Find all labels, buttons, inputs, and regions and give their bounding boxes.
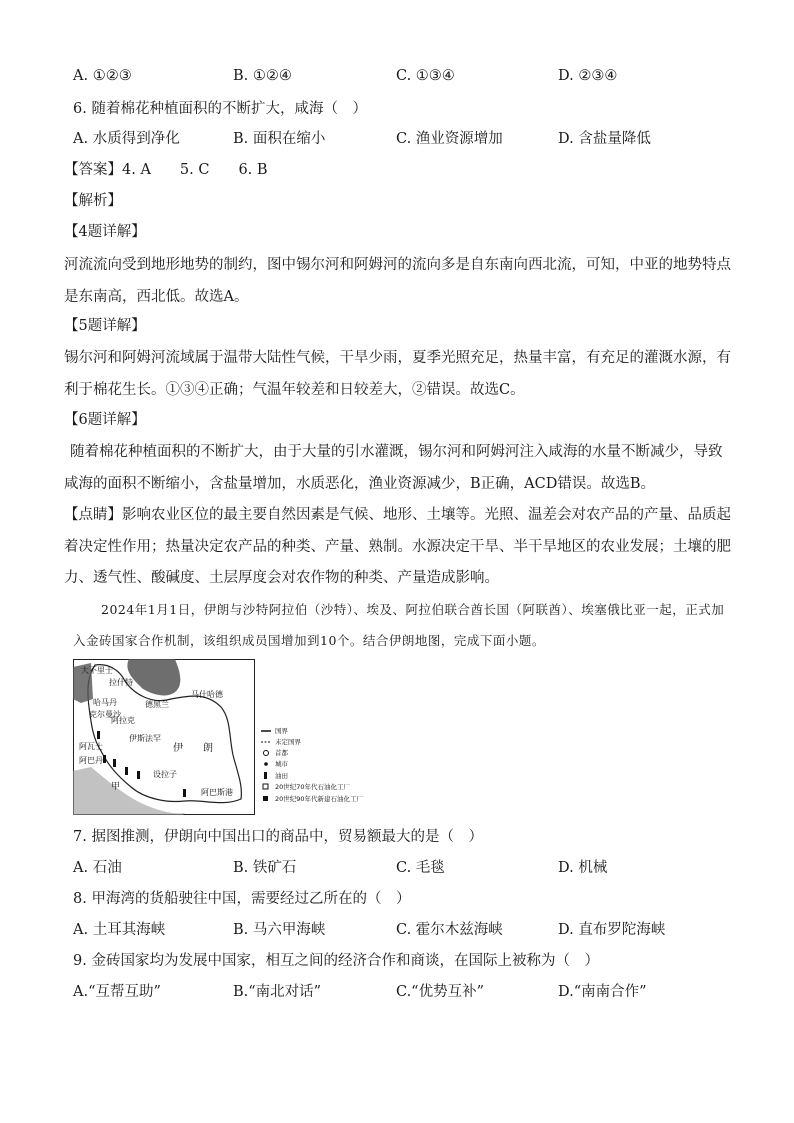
q4-detail-text: 河流流向受到地形地势的制约，图中锡尔河和阿姆河的流向多是自东南向西北流，可知，中亚的地势特点是东南高，西北低。故选A。 bbox=[64, 257, 731, 305]
q5-detail-tag: 【5题详解】 bbox=[64, 318, 146, 334]
legend-90s-plant: 20世纪90年代新建石油化工厂 bbox=[275, 795, 364, 803]
q9-stem: 9. 金砖国家均为发展中国家，相互之间的经济合作和商谈，在国际上被称为（ ） bbox=[73, 953, 599, 969]
q9-option-a[interactable]: A.“互帮互助” bbox=[73, 984, 161, 1000]
map-label-kermanshah: 克尔曼沙 bbox=[89, 710, 121, 719]
oilfield-marker bbox=[137, 771, 140, 779]
oilfield-marker bbox=[113, 759, 116, 767]
q9-option-d[interactable]: D.“南南合作” bbox=[558, 984, 647, 1000]
q8-option-c[interactable]: C. 霍尔木兹海峡 bbox=[396, 922, 503, 938]
q5-option-a[interactable]: A. ①②③ bbox=[73, 68, 132, 84]
q6-option-d[interactable]: D. 含盐量降低 bbox=[558, 131, 651, 147]
q8-option-b[interactable]: B. 马六甲海峡 bbox=[233, 922, 326, 938]
q7-option-b[interactable]: B. 铁矿石 bbox=[233, 860, 297, 876]
oilfield-marker bbox=[97, 731, 100, 739]
q6-option-a[interactable]: A. 水质得到净化 bbox=[73, 131, 180, 147]
map-label-abadan: 阿巴丹 bbox=[79, 756, 103, 765]
legend-undetermined: 未定国界 bbox=[275, 738, 301, 746]
q5-option-d[interactable]: D. ②③④ bbox=[558, 68, 618, 84]
q7-option-c[interactable]: C. 毛毯 bbox=[396, 860, 445, 876]
q6-option-c[interactable]: C. 渔业资源增加 bbox=[396, 131, 503, 147]
q4-detail-tag: 【4题详解】 bbox=[64, 224, 146, 240]
map-label-isfahan: 伊斯法罕 bbox=[129, 734, 161, 743]
iran-map bbox=[73, 659, 391, 815]
map-label-bandar-abbas: 阿巴斯港 bbox=[201, 788, 233, 797]
q6-stem: 6. 随着棉花种植面积的不断扩大，咸海（ ） bbox=[73, 101, 367, 117]
legend-90s-swatch bbox=[263, 796, 268, 801]
legend-70s-plant: 20世纪70年代石油化工厂 bbox=[275, 783, 351, 791]
map-label-hamadan: 哈马丹 bbox=[93, 698, 117, 707]
answer-line bbox=[64, 160, 268, 180]
oilfield-marker bbox=[183, 789, 186, 797]
analysis-tag: 【解析】 bbox=[64, 193, 122, 209]
q7-stem: 7. 据图推测，伊朗向中国出口的商品中，贸易额最大的是（ ） bbox=[73, 829, 483, 845]
legend-border: 国界 bbox=[275, 727, 288, 735]
q8-stem: 8. 甲海湾的货船驶往中国，需要经过乙所在的（ ） bbox=[73, 891, 411, 907]
map-label-yi: 伊 bbox=[173, 743, 183, 754]
intro-paragraph: 2024年1月1日，伊朗与沙特阿拉伯（沙特）、埃及、阿拉伯联合酋长国（阿联酋）、埃塞俄比亚一起，正式加入金砖国家合作机制，该组织成员国增加到10个。结合伊朗地图，完成下面小题。 bbox=[73, 602, 725, 648]
oilfield-marker bbox=[125, 767, 128, 775]
tips-text: 影响农业区位的最主要自然因素是气候、地形、土壤等。光照、温差会对农产品的产量、品质起着决定性作用；热量决定农产品的种类、产量、熟制。水源决定干旱、半干旱地区的农业发展；土壤的肥力、透气性、酸碱度、土层厚度会对农作物的种类、产量造成影响。 bbox=[64, 507, 731, 586]
map-label-ahvaz: 阿瓦士 bbox=[79, 742, 103, 751]
q7-option-d[interactable]: D. 机械 bbox=[558, 860, 608, 876]
map-label-rasht: 拉什特 bbox=[109, 678, 133, 687]
legend-capital: 首都 bbox=[275, 749, 288, 757]
legend-oilfield-swatch bbox=[264, 772, 267, 779]
q6-detail-tag: 【6题详解】 bbox=[64, 412, 146, 428]
legend-city-swatch bbox=[264, 762, 268, 766]
q5-option-c[interactable]: C. ①③④ bbox=[396, 68, 455, 84]
legend-city: 城市 bbox=[275, 760, 288, 768]
q6-detail-text: 随着棉花种植面积的不断扩大，由于大量的引水灌溉，锡尔河和阿姆河注入咸海的水量不断减少，导致咸海的面积不断缩小，含盐量增加，水质恶化，渔业资源减少，B正确，ACD错误。故选B。 bbox=[64, 444, 723, 492]
legend-capital-swatch bbox=[264, 751, 269, 756]
map-label-arak: 阿拉克 bbox=[111, 716, 135, 725]
q7-option-a[interactable]: A. 石油 bbox=[73, 860, 122, 876]
map-label-jia: 甲 bbox=[111, 782, 121, 792]
tips-tag: 【点睛】 bbox=[64, 507, 122, 523]
q5-detail-text: 锡尔河和阿姆河流域属于温带大陆性气候，干旱少雨，夏季光照充足，热量丰富，有充足的灌溉水源，有利于棉花生长。①③④正确；气温年较差和日较差大，②错误。故选C。 bbox=[64, 350, 731, 398]
answer-tag: 【答案】 bbox=[64, 162, 122, 178]
legend-oilfield: 油田 bbox=[275, 772, 288, 780]
map-label-tabriz: 大不里士 bbox=[81, 666, 113, 675]
legend-70s-swatch bbox=[263, 784, 268, 789]
tips-block bbox=[64, 500, 732, 595]
map-label-shiraz: 设拉子 bbox=[153, 770, 177, 779]
q8-option-d[interactable]: D. 直布罗陀海峡 bbox=[558, 922, 666, 938]
map-label-lang: 朗 bbox=[203, 743, 213, 754]
q5-option-b[interactable]: B. ①②④ bbox=[233, 68, 292, 84]
q9-option-b[interactable]: B.“南北对话” bbox=[233, 984, 322, 1000]
map-label-tehran: 德黑兰 bbox=[145, 700, 169, 709]
map-label-mashhad: 马什哈德 bbox=[191, 690, 223, 699]
answer-text: 4. A 5. C 6. B bbox=[122, 162, 268, 178]
oilfield-marker bbox=[103, 755, 106, 763]
q8-option-a[interactable]: A. 土耳其海峡 bbox=[73, 922, 166, 938]
q6-option-b[interactable]: B. 面积在缩小 bbox=[233, 131, 326, 147]
q9-option-c[interactable]: C.“优势互补” bbox=[396, 984, 485, 1000]
